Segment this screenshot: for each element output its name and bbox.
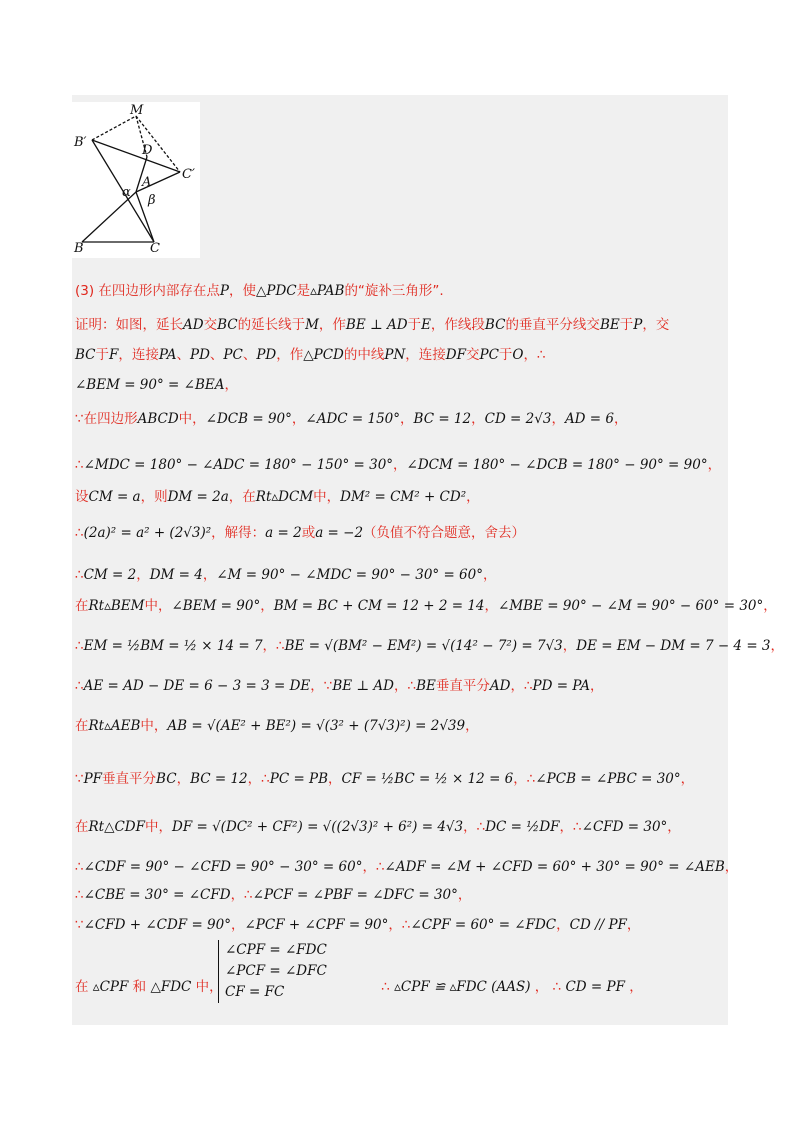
text-segment: （负值不符合题意，舍去） <box>363 525 526 541</box>
text-segment: ， <box>556 917 570 933</box>
math-expression: AD <box>489 678 511 694</box>
solution-line <box>75 376 238 394</box>
text-segment: ，连接 <box>405 347 446 363</box>
last-tri1: ▵CPF <box>92 979 129 995</box>
math-expression: PC <box>223 347 243 363</box>
system-eq-1: ∠CPF = ∠FDC <box>225 942 327 958</box>
math-expression: DM² = CM² + CD² <box>340 489 467 505</box>
math-expression: ∠BEM = 90° <box>171 598 261 614</box>
text-segment: 中， <box>140 718 168 734</box>
text-segment: 交 <box>465 347 480 363</box>
text-segment: ， <box>176 771 191 787</box>
math-expression: BE ⊥ AD <box>345 317 408 333</box>
solution-line <box>75 488 480 506</box>
text-segment: 的“旋补三角形”. <box>344 283 444 299</box>
text-segment: ， <box>465 718 479 734</box>
last-and: 和 <box>132 979 147 995</box>
text-segment: 或 <box>301 525 316 541</box>
math-expression: a = 2 <box>265 525 302 541</box>
math-expression: M <box>305 317 319 333</box>
math-expression: DF = √(DC² + CF²) = √((2√3)² + 6²) = 4√3 <box>172 819 464 835</box>
equation-system <box>218 940 327 1003</box>
text-segment: ，∴ <box>388 917 411 933</box>
math-expression: PC <box>479 347 499 363</box>
math-expression: ∠CPF = 60° = ∠FDC <box>410 917 557 933</box>
last-comma: ， <box>534 979 549 995</box>
solution-line <box>75 818 681 836</box>
text-segment: ，∴ <box>510 678 533 694</box>
solution-line <box>75 858 738 876</box>
text-segment: ， <box>707 457 722 473</box>
math-expression: ∠MDC = 180° − ∠ADC = 180° − 150° = 30° <box>83 457 394 473</box>
last-end: ， <box>629 979 643 995</box>
text-segment: ， <box>680 771 695 787</box>
math-expression: ABCD <box>137 411 179 427</box>
text-segment: ， <box>551 411 565 427</box>
text-segment: (3) 在四边形内部存在点 <box>75 283 220 299</box>
text-segment: ， <box>482 567 497 583</box>
text-segment: ， <box>291 411 306 427</box>
text-segment: ，∴ <box>394 678 417 694</box>
text-segment: ，∴ <box>247 771 270 787</box>
text-segment: ，∴ <box>463 819 486 835</box>
math-expression: Rt▵AEB <box>88 718 141 734</box>
math-expression: DF <box>445 347 466 363</box>
solution-line <box>75 410 628 428</box>
math-expression: AB = √(AE² + BE²) = √(3² + (7√3)²) = 2√39 <box>167 718 466 734</box>
math-expression: PF <box>83 771 103 787</box>
math-expression: ∠M = 90° − ∠MDC = 90° − 30° = 60° <box>216 567 483 583</box>
math-expression: P <box>633 317 643 333</box>
text-segment: ， <box>260 598 274 614</box>
math-expression: ∠ADC = 150° <box>305 411 401 427</box>
text-segment: ∴ <box>75 567 84 583</box>
math-expression: DC = ½DF <box>485 819 560 835</box>
text-segment: ， <box>763 598 777 614</box>
math-expression: ∠CDF = 90° − ∠CFD = 90° − 30° = 60° <box>83 859 363 875</box>
math-expression: ∠DCM = 180° − ∠DCB = 180° − 90° = 90° <box>406 457 708 473</box>
solution-line <box>75 456 721 474</box>
math-expression: BE <box>599 317 620 333</box>
last-in: 在 <box>75 979 89 995</box>
text-segment: ，∴ <box>262 638 285 654</box>
label-D: D <box>142 143 153 158</box>
label-C: C <box>150 241 160 256</box>
text-segment: ，在 <box>228 489 256 505</box>
text-segment: 中， <box>313 489 341 505</box>
text-segment: ∵ <box>75 771 84 787</box>
math-expression: a = −2 <box>315 525 364 541</box>
math-expression: PD <box>256 347 277 363</box>
text-segment: ， <box>393 457 407 473</box>
text-segment: ∴ <box>75 457 84 473</box>
text-segment: ∴ <box>75 859 84 875</box>
label-B-prime: B′ <box>74 135 87 150</box>
text-segment: ，∴ <box>559 819 582 835</box>
label-alpha: α <box>122 185 131 200</box>
label-B: B <box>74 241 84 256</box>
math-expression: Rt▵DCM <box>255 489 314 505</box>
text-segment: ∵ <box>75 917 84 933</box>
math-expression: BE ⊥ AD <box>332 678 394 694</box>
solution-line <box>75 524 525 542</box>
math-expression: Rt△CDF <box>88 819 145 835</box>
text-segment: 在 <box>75 718 89 734</box>
text-segment: ， <box>400 411 414 427</box>
text-segment: ∴ <box>75 887 84 903</box>
solution-line <box>75 566 496 584</box>
text-segment: ∴ <box>75 525 84 541</box>
text-segment: 是 <box>296 283 311 299</box>
math-expression: △PDC <box>256 283 297 299</box>
math-expression: PC = PB <box>269 771 329 787</box>
text-segment: ∵在四边形 <box>75 411 138 427</box>
math-expression: ∠CBE = 30° = ∠CFD <box>83 887 231 903</box>
text-segment: ，则 <box>140 489 168 505</box>
math-expression: ∠CFD + ∠CDF = 90° <box>83 917 231 933</box>
math-expression: AD <box>183 317 204 333</box>
math-expression: O <box>512 347 524 363</box>
solution-line <box>75 717 479 735</box>
text-segment: ，解得： <box>211 525 266 541</box>
solution-line <box>75 886 471 904</box>
solution-line <box>75 346 546 364</box>
text-segment: ， <box>724 859 739 875</box>
text-segment: 于 <box>95 347 110 363</box>
geometry-diagram <box>72 102 200 258</box>
system-eq-2: ∠PCF = ∠DFC <box>225 963 327 979</box>
math-expression: BE = √(BM² − EM²) = √(14² − 7²) = 7√3 <box>284 638 563 654</box>
last-therefore2: ∴ <box>552 979 562 995</box>
text-segment: ， <box>667 819 681 835</box>
text-segment: ，作线段 <box>430 317 485 333</box>
math-expression: PD = PA <box>532 678 590 694</box>
text-segment: 在 <box>75 598 89 614</box>
text-segment: ，∴ <box>523 347 546 363</box>
math-expression: AD = 6 <box>564 411 614 427</box>
text-segment: ，∴ <box>513 771 536 787</box>
math-expression: E <box>421 317 431 333</box>
solution-line <box>75 282 444 300</box>
math-expression: CD = 2√3 <box>484 411 552 427</box>
math-expression: F <box>109 347 119 363</box>
system-eq-3: CF = FC <box>225 984 285 1000</box>
text-segment: 的中线 <box>343 347 385 363</box>
text-segment: ，∴ <box>230 887 253 903</box>
label-M: M <box>130 103 144 118</box>
text-segment: ，连接 <box>118 347 159 363</box>
solution-line <box>75 597 777 615</box>
math-expression: AE = AD − DE = 6 − 3 = 3 = DE <box>83 678 311 694</box>
text-segment: 中， <box>178 411 206 427</box>
math-expression: BC = 12 <box>413 411 472 427</box>
label-beta: β <box>148 193 156 208</box>
text-segment: 、 <box>209 347 224 363</box>
math-expression: Rt▵BEM <box>88 598 145 614</box>
text-segment: ， <box>589 678 604 694</box>
math-expression: DE = EM − DM = 7 − 4 = 3 <box>576 638 771 654</box>
text-segment: 交 <box>203 317 218 333</box>
math-expression: BC <box>75 347 96 363</box>
math-expression: P <box>219 283 230 299</box>
text-segment: ， <box>202 567 217 583</box>
text-segment: ， <box>224 377 238 393</box>
text-segment: ，交 <box>642 317 670 333</box>
label-C-prime: C′ <box>182 167 195 182</box>
text-segment: ，使 <box>229 283 257 299</box>
text-segment: ， <box>562 638 577 654</box>
math-expression: BM = BC + CM = 12 + 2 = 14 <box>273 598 485 614</box>
math-expression: BE <box>416 678 436 694</box>
text-segment: ， <box>471 411 485 427</box>
math-expression: PN <box>384 347 406 363</box>
last-zhong: 中， <box>195 979 223 995</box>
text-segment: ， <box>626 917 641 933</box>
text-segment: ， <box>614 411 628 427</box>
text-segment: ， <box>230 917 245 933</box>
last-therefore1: ∴ <box>381 979 390 995</box>
text-segment: 在 <box>75 819 89 835</box>
label-A: A <box>142 175 152 190</box>
text-segment: ∴ <box>75 678 84 694</box>
math-expression: CM = a <box>88 489 141 505</box>
math-expression: CD // PF <box>569 917 627 933</box>
math-expression: BC <box>156 771 177 787</box>
math-expression: ∠MBE = 90° − ∠M = 90° − 60° = 30° <box>498 598 764 614</box>
text-segment: 于 <box>498 347 513 363</box>
text-segment: ， <box>466 489 480 505</box>
math-expression: ∠ADF = ∠M + ∠CFD = 60° + 30° = 90° = ∠AEB <box>384 859 725 875</box>
text-segment: ， <box>136 567 150 583</box>
text-segment: 、 <box>242 347 257 363</box>
math-expression: PA <box>158 347 177 363</box>
text-segment: ， <box>328 771 342 787</box>
text-segment: ，作 <box>276 347 304 363</box>
math-expression: BC = 12 <box>190 771 248 787</box>
text-segment: ∴ <box>75 638 84 654</box>
geometry-figure <box>72 102 200 258</box>
math-expression: CF = ½BC = ½ × 12 = 6 <box>341 771 514 787</box>
math-expression: ∠PCF + ∠CPF = 90° <box>244 917 389 933</box>
text-segment: 的垂直平分线交 <box>505 317 600 333</box>
math-expression: DM = 4 <box>149 567 203 583</box>
solution-line <box>75 637 784 655</box>
text-segment: 垂直平分 <box>102 771 157 787</box>
text-segment: 中， <box>144 598 172 614</box>
math-expression: ∠DCB = 90° <box>205 411 292 427</box>
text-segment: ， <box>770 638 785 654</box>
math-expression: ▵PAB <box>310 283 345 299</box>
math-expression: PD <box>189 347 210 363</box>
last-line <box>75 978 643 996</box>
text-segment: 于 <box>407 317 422 333</box>
solution-line <box>75 916 640 934</box>
text-segment: 设 <box>75 489 89 505</box>
text-segment: 的延长线于 <box>237 317 306 333</box>
text-segment: ， <box>457 887 472 903</box>
text-segment: 证明：如图，延长 <box>75 317 183 333</box>
text-segment: ，作 <box>318 317 346 333</box>
math-expression: DM = 2a <box>167 489 229 505</box>
solution-line <box>75 316 669 334</box>
text-segment: ， <box>484 598 499 614</box>
math-expression: ∠PCB = ∠PBC = 30° <box>535 771 681 787</box>
math-expression: ∠BEM = 90° = ∠BEA <box>75 377 225 393</box>
math-expression: BC <box>217 317 238 333</box>
last-tri2: △FDC <box>150 979 192 995</box>
math-expression: ∠PCF = ∠PBF = ∠DFC = 30° <box>252 887 458 903</box>
solution-line <box>75 770 694 788</box>
text-segment: 垂直平分 <box>435 678 490 694</box>
math-expression: ∠CFD = 30° <box>581 819 668 835</box>
math-expression: (2a)² = a² + (2√3)² <box>83 525 212 541</box>
last-congruence: ▵CPF ≌ ▵FDC (AAS) <box>394 979 531 995</box>
text-segment: 、 <box>176 347 190 363</box>
text-segment: 于 <box>619 317 634 333</box>
math-expression: EM = ½BM = ½ × 14 = 7 <box>83 638 263 654</box>
last-conclusion: CD = PF <box>565 979 625 995</box>
solution-line <box>75 677 603 695</box>
math-expression: BC <box>484 317 506 333</box>
math-expression: CM = 2 <box>83 567 137 583</box>
math-expression: △PCD <box>303 347 344 363</box>
text-segment: 中， <box>145 819 172 835</box>
text-segment: ，∵ <box>310 678 333 694</box>
text-segment: ，∴ <box>362 859 385 875</box>
